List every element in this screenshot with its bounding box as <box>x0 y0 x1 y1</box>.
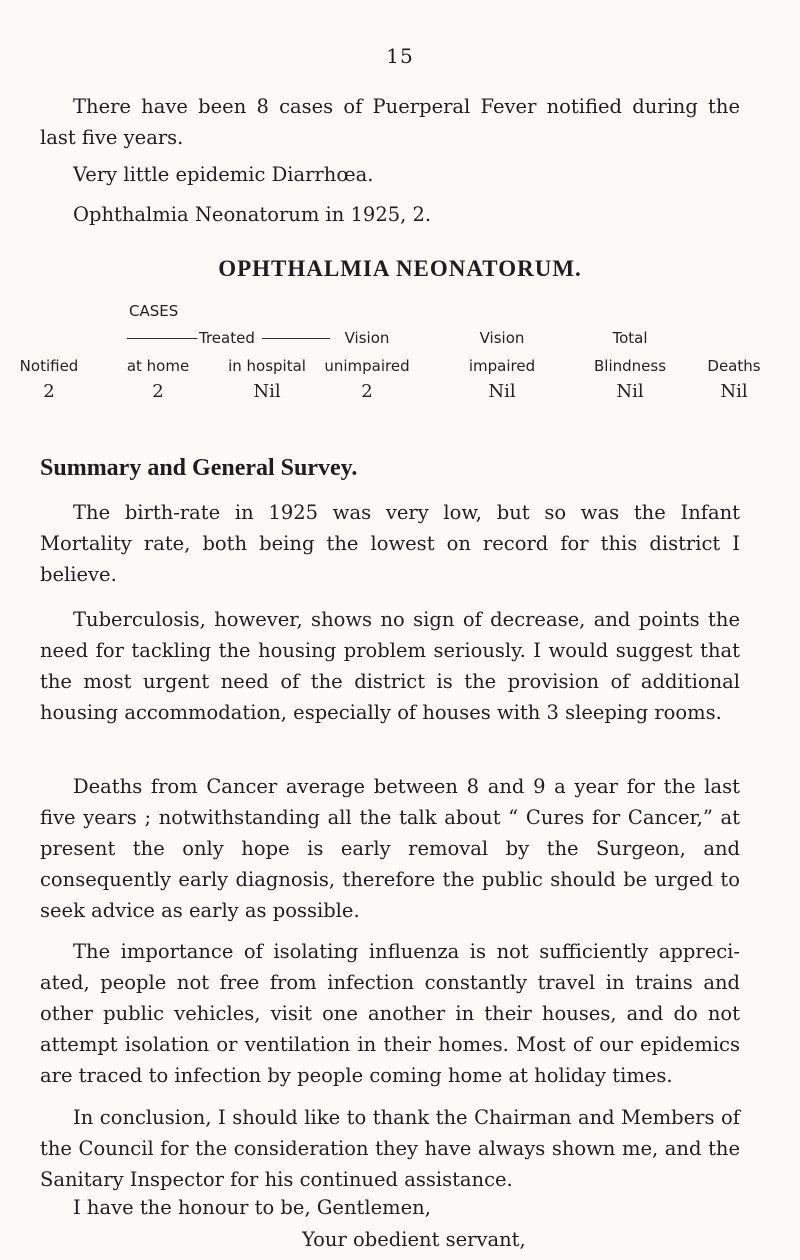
summary-heading: Summary and General Survey. <box>40 455 358 481</box>
at-home-header: at home <box>126 357 190 375</box>
closing-line: I have the honour to be, Gentlemen, <box>73 1196 431 1219</box>
vision-impaired-header-1: Vision <box>479 329 525 347</box>
in-hospital-header: in hospital <box>228 357 306 375</box>
cases-label: CASES <box>129 302 179 320</box>
ophthalmia-line: Ophthalmia Neonatorum in 1925, 2. <box>73 203 432 226</box>
puerperal-fever-paragraph: There have been 8 cases of Puerperal Fever notified during the last five years. <box>40 95 740 149</box>
influenza-paragraph: The importance of isolating influenza is not sufficiently appreciated, people not free from infection constantly travel in trains and other public vehicles, visit one another in their houses, and do not attempt isolation or ventilation in their homes. Most of our epidemics are traced to infection by people coming home at holiday times. <box>40 940 740 1087</box>
diarrhoea-line: Very little epidemic Diarrhœa. <box>73 163 374 186</box>
conclusion-paragraph: In conclusion, I should like to thank the Chairman and Members of the Council for the consideration they have always shown me, and the Sanitary Inspector for his continued assistance. <box>40 1106 740 1191</box>
treated-bracket-left <box>127 338 197 339</box>
cancer-paragraph: Deaths from Cancer average between 8 and 9 a year for the last five years ; notwithstanding all the talk about “ Cures for Cancer,” at present the only hope is early removal by the Surgeon, and consequently early diagnosis, therefore the public should be urged to seek advice as early as possible. <box>40 775 740 922</box>
vision-impaired-value: Nil <box>488 381 516 402</box>
vision-unimpaired-header-2: unimpaired <box>324 357 410 375</box>
birth-rate-paragraph: The birth-rate in 1925 was very low, but so was the Infant Mortality rate, both being the lowest on record for this district I believe. <box>40 501 740 586</box>
in-hospital-value: Nil <box>253 381 281 402</box>
vision-impaired-header-2: impaired <box>468 357 536 375</box>
notified-value: 2 <box>43 381 55 402</box>
deaths-header: Deaths <box>707 357 761 375</box>
at-home-value: 2 <box>152 381 164 402</box>
treated-label: Treated <box>199 329 255 347</box>
vision-unimpaired-value: 2 <box>361 381 373 402</box>
total-blindness-value: Nil <box>616 381 644 402</box>
table-title: OPHTHALMIA NEONATORUM. <box>218 256 582 281</box>
page-number: 15 <box>386 44 414 68</box>
treated-bracket-right <box>262 338 330 339</box>
total-blindness-header-1: Total <box>612 329 648 347</box>
tuberculosis-paragraph: Tuberculosis, however, shows no sign of decrease, and points the need for tackling the housing problem seriously. I would suggest that the most urgent need of the district is the provision of additional housing accommodation, especially of houses with 3 sleeping rooms. <box>40 608 740 724</box>
notified-header: Notified <box>19 357 79 375</box>
valediction-line: Your obedient servant, <box>302 1228 526 1251</box>
vision-unimpaired-header-1: Vision <box>344 329 390 347</box>
deaths-value: Nil <box>720 381 748 402</box>
signature-block <box>0 1228 800 1260</box>
total-blindness-header-2: Blindness <box>593 357 667 375</box>
